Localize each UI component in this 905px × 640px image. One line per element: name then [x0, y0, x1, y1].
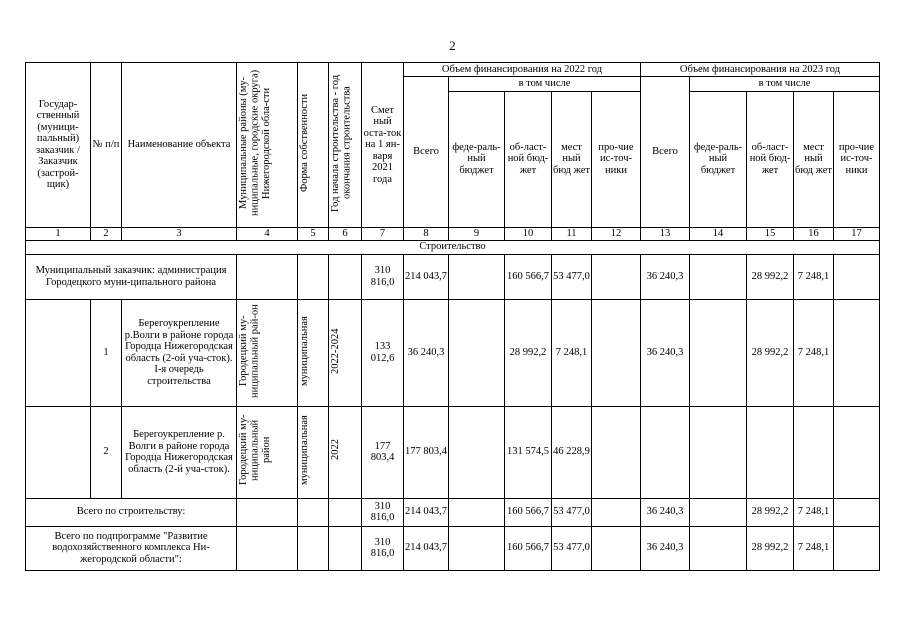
cell-empty: [329, 254, 362, 299]
total-row: [26, 498, 880, 526]
column-number: 6: [329, 227, 362, 240]
cell-federal-2022: [449, 254, 505, 299]
cell-other-2022: [592, 498, 641, 526]
cell-total-2022: 214 043,7: [404, 498, 449, 526]
cell-total-2022: 177 803,4: [404, 406, 449, 498]
column-number-row: [26, 227, 880, 240]
cell-federal-2023: [690, 498, 747, 526]
cell-other-2022: [592, 299, 641, 406]
cell-federal-2023: [690, 406, 747, 498]
object-district-text: Городецкий му-ниципальный рай-он: [238, 303, 261, 398]
object-ownership-text: муниципальная: [299, 415, 310, 486]
cell-federal-2023: [690, 254, 747, 299]
cell-local-2022: 53 477,0: [552, 526, 592, 570]
object-years: [329, 299, 362, 406]
cell-federal-2022: [449, 299, 505, 406]
cell-empty: [26, 406, 91, 498]
column-number: 3: [122, 227, 237, 240]
cell-empty: [329, 526, 362, 570]
object-name: Берегоукрепление р.Волги в районе города Городца Нижегородская область (2-ой уча-сток). I-я очередь строительства: [122, 299, 237, 406]
cell-federal-2023: [690, 299, 747, 406]
cell-total-2022: 214 043,7: [404, 526, 449, 570]
cell-other-2023: [834, 498, 880, 526]
total-label: Всего по строительству:: [26, 498, 237, 526]
customer-label: Муниципальный заказчик: администрация Городецкого муни-ципального района: [26, 254, 237, 299]
object-district: [237, 406, 298, 498]
cell-estimate: 310 816,0: [362, 254, 404, 299]
header-years: [329, 63, 362, 228]
cell-federal-2022: [449, 406, 505, 498]
header-incl-2023: в том числе: [690, 77, 880, 92]
cell-total-2023: 36 240,3: [641, 526, 690, 570]
cell-empty: [237, 254, 298, 299]
object-district-text: Городецкий му-ниципальный район: [238, 414, 272, 486]
cell-regional-2022: 160 566,7: [505, 526, 552, 570]
cell-regional-2023: [747, 406, 794, 498]
cell-local-2022: 7 248,1: [552, 299, 592, 406]
cell-empty: [298, 254, 329, 299]
column-number: 10: [505, 227, 552, 240]
cell-estimate: 177 803,4: [362, 406, 404, 498]
header-num: № п/п: [91, 63, 122, 228]
cell-other-2023: [834, 406, 880, 498]
page-number: 2: [449, 38, 456, 53]
section-title: Строительство: [26, 240, 880, 254]
cell-regional-2023: 28 992,2: [747, 498, 794, 526]
header-districts-text: Муниципальные районы (му-ниципальные, городские округа) Нижегородской обла-сти: [238, 69, 272, 217]
column-number: 4: [237, 227, 298, 240]
cell-empty: [237, 498, 298, 526]
column-number: 15: [747, 227, 794, 240]
column-number: 1: [26, 227, 91, 240]
cell-local-2023: 7 248,1: [794, 498, 834, 526]
cell-local-2023: [794, 406, 834, 498]
cell-local-2023: 7 248,1: [794, 254, 834, 299]
subprogram-total-row: [26, 526, 880, 570]
column-number: 11: [552, 227, 592, 240]
object-district: [237, 299, 298, 406]
header-object-name: Наименование объекта: [122, 63, 237, 228]
cell-estimate: 133 012,6: [362, 299, 404, 406]
cell-regional-2023: 28 992,2: [747, 526, 794, 570]
header-federal-2022: феде-раль-ный бюджет: [449, 91, 505, 227]
object-ownership: [298, 299, 329, 406]
object-years: [329, 406, 362, 498]
column-number: 13: [641, 227, 690, 240]
column-number: 14: [690, 227, 747, 240]
object-years-text: 2022-2024: [330, 328, 341, 374]
object-ownership-text: муниципальная: [299, 315, 310, 386]
column-number: 9: [449, 227, 505, 240]
cell-estimate: 310 816,0: [362, 498, 404, 526]
column-number: 16: [794, 227, 834, 240]
cell-regional-2022: 131 574,5: [505, 406, 552, 498]
cell-total-2023: [641, 406, 690, 498]
header-local-2022: мест ный бюд жет: [552, 91, 592, 227]
cell-federal-2022: [449, 498, 505, 526]
cell-empty: [237, 526, 298, 570]
column-number: 5: [298, 227, 329, 240]
header-districts: [237, 63, 298, 228]
cell-other-2022: [592, 526, 641, 570]
header-row-top: [26, 63, 880, 77]
cell-total-2023: 36 240,3: [641, 299, 690, 406]
cell-other-2022: [592, 254, 641, 299]
header-customer: Государ-ственный (муници-пальный) заказчик / Заказчик (застрой-щик): [26, 63, 91, 228]
cell-empty: [329, 498, 362, 526]
column-number: 7: [362, 227, 404, 240]
header-incl-2022: в том числе: [449, 77, 641, 92]
cell-local-2023: 7 248,1: [794, 299, 834, 406]
header-regional-2022: об-ласт-ной бюд-жет: [505, 91, 552, 227]
header-total-2023: Всего: [641, 77, 690, 228]
object-num: 1: [91, 299, 122, 406]
header-total-2022: Всего: [404, 77, 449, 228]
cell-other-2023: [834, 299, 880, 406]
cell-estimate: 310 816,0: [362, 526, 404, 570]
cell-federal-2023: [690, 526, 747, 570]
header-fin-2023: Объем финансирования на 2023 год: [641, 63, 880, 77]
cell-regional-2023: 28 992,2: [747, 299, 794, 406]
column-number: 8: [404, 227, 449, 240]
cell-empty: [298, 498, 329, 526]
object-name: Берегоукрепление р. Волги в районе города Городца Нижегородская область (2-й уча-сток).: [122, 406, 237, 498]
cell-total-2023: 36 240,3: [641, 498, 690, 526]
cell-regional-2022: 160 566,7: [505, 254, 552, 299]
header-estimate: Смет ный оста-ток на 1 ян-варя 2021 года: [362, 63, 404, 228]
header-fin-2022: Объем финансирования на 2022 год: [404, 63, 641, 77]
cell-empty: [26, 299, 91, 406]
cell-regional-2023: 28 992,2: [747, 254, 794, 299]
column-number: 17: [834, 227, 880, 240]
object-row: [26, 299, 880, 406]
cell-regional-2022: 28 992,2: [505, 299, 552, 406]
header-regional-2023: об-ласт-ной бюд-жет: [747, 91, 794, 227]
cell-total-2022: 36 240,3: [404, 299, 449, 406]
cell-total-2022: 214 043,7: [404, 254, 449, 299]
header-ownership: [298, 63, 329, 228]
header-years-text: Год начала строительства - год окончания строительства: [330, 74, 353, 212]
cell-other-2022: [592, 406, 641, 498]
cell-local-2022: 53 477,0: [552, 498, 592, 526]
header-local-2023: мест ный бюд жет: [794, 91, 834, 227]
column-number: 12: [592, 227, 641, 240]
object-years-text: 2022: [330, 439, 341, 461]
header-ownership-text: Форма собственности: [299, 93, 310, 193]
header-federal-2023: феде-раль-ный бюджет: [690, 91, 747, 227]
object-num: 2: [91, 406, 122, 498]
header-other-2023: про-чие ис-точ-ники: [834, 91, 880, 227]
cell-total-2023: 36 240,3: [641, 254, 690, 299]
cell-empty: [298, 526, 329, 570]
cell-regional-2022: 160 566,7: [505, 498, 552, 526]
section-row: [26, 240, 880, 254]
financing-table: [25, 62, 880, 571]
cell-local-2023: 7 248,1: [794, 526, 834, 570]
object-row: [26, 406, 880, 498]
header-other-2022: про-чие ис-точ-ники: [592, 91, 641, 227]
cell-federal-2022: [449, 526, 505, 570]
cell-local-2022: 46 228,9: [552, 406, 592, 498]
column-number: 2: [91, 227, 122, 240]
cell-other-2023: [834, 526, 880, 570]
object-ownership: [298, 406, 329, 498]
cell-other-2023: [834, 254, 880, 299]
cell-local-2022: 53 477,0: [552, 254, 592, 299]
subprogram-total-label: Всего по подпрограмме "Развитие водохозяйственного комплекса Ни-жегородской области":: [26, 526, 237, 570]
customer-row: [26, 254, 880, 299]
